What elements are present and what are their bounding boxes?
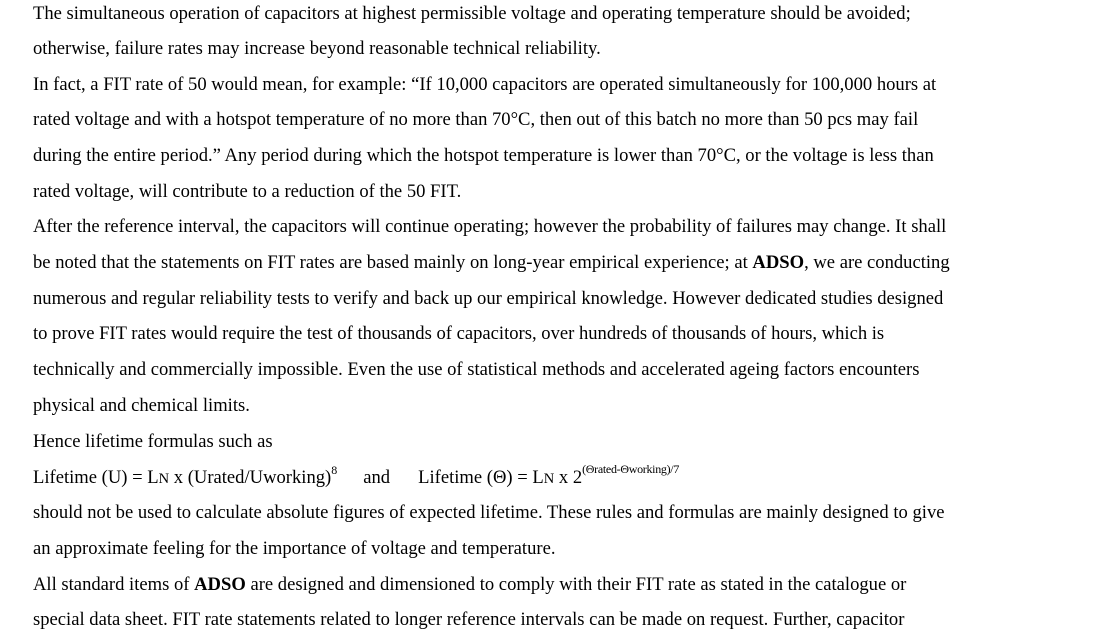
- text-line: Hence lifetime formulas such as: [33, 431, 273, 452]
- formula-temperature: Lifetime (Θ) = LN x $2^{(\Theta rated-\Theta working)/7}$: [418, 462, 680, 488]
- text-line: special data sheet. FIT rate statements related to longer reference intervals can be made on request. Further, capacitor: [33, 609, 905, 630]
- text-line: numerous and regular reliability tests to verify and back up our empirical knowledge. However dedicated studies designed: [33, 288, 944, 309]
- text-segment: All standard items of: [33, 574, 195, 595]
- text-segment: be noted that the statements on FIT rates are based mainly on long-year empirical experience; at: [33, 252, 753, 273]
- text-line: The simultaneous operation of capacitors at highest permissible voltage and operating temperature should be avoided;: [33, 3, 911, 24]
- text-segment: , we are conducting: [804, 252, 950, 273]
- text-line: rated voltage and with a hotspot temperature of no more than 70°C, then out of this batch no more than 50 pcs may fail: [33, 109, 919, 130]
- brand-name: ADSO: [752, 252, 805, 273]
- text-line: physical and chemical limits.: [33, 395, 250, 416]
- exponent: 8: [331, 463, 338, 477]
- text-line: After the reference interval, the capacitors will continue operating; however the probability of failures may change. It shall: [33, 216, 947, 237]
- text-line: otherwise, failure rates may increase beyond reasonable technical reliability.: [33, 38, 601, 59]
- formula-voltage: Lifetime (U) = LN x (Urated/Uworking)$^8$: [33, 463, 338, 488]
- text-line: In fact, a FIT rate of 50 would mean, for example: “If 10,000 capacitors are operated simultaneously for 100,000 hours at: [33, 74, 937, 95]
- formula-connector: and: [363, 467, 391, 488]
- text-line: should not be used to calculate absolute figures of expected lifetime. These rules and formulas are mainly designed to give: [33, 502, 945, 523]
- formula-line: [33, 462, 680, 489]
- text-segment: are designed and dimensioned to comply with their FIT rate as stated in the catalogue or: [245, 574, 907, 595]
- text-line: during the entire period.” Any period during which the hotspot temperature is lower than 70°C, or the voltage is less than: [33, 145, 934, 166]
- text-line: an approximate feeling for the importance of voltage and temperature.: [33, 538, 556, 559]
- text-line: [33, 574, 906, 596]
- text-line: to prove FIT rates would require the test of thousands of capacitors, over hundreds of thousands of hours, which is: [33, 323, 885, 344]
- text-line: rated voltage, will contribute to a reduction of the 50 FIT.: [33, 181, 462, 202]
- brand-name: ADSO: [194, 574, 246, 595]
- exponent: (Θrated-Θworking)/7: [582, 462, 680, 476]
- text-line: [33, 252, 950, 274]
- text-line: technically and commercially impossible. Even the use of statistical methods and accelerated ageing factors encounters: [33, 359, 920, 380]
